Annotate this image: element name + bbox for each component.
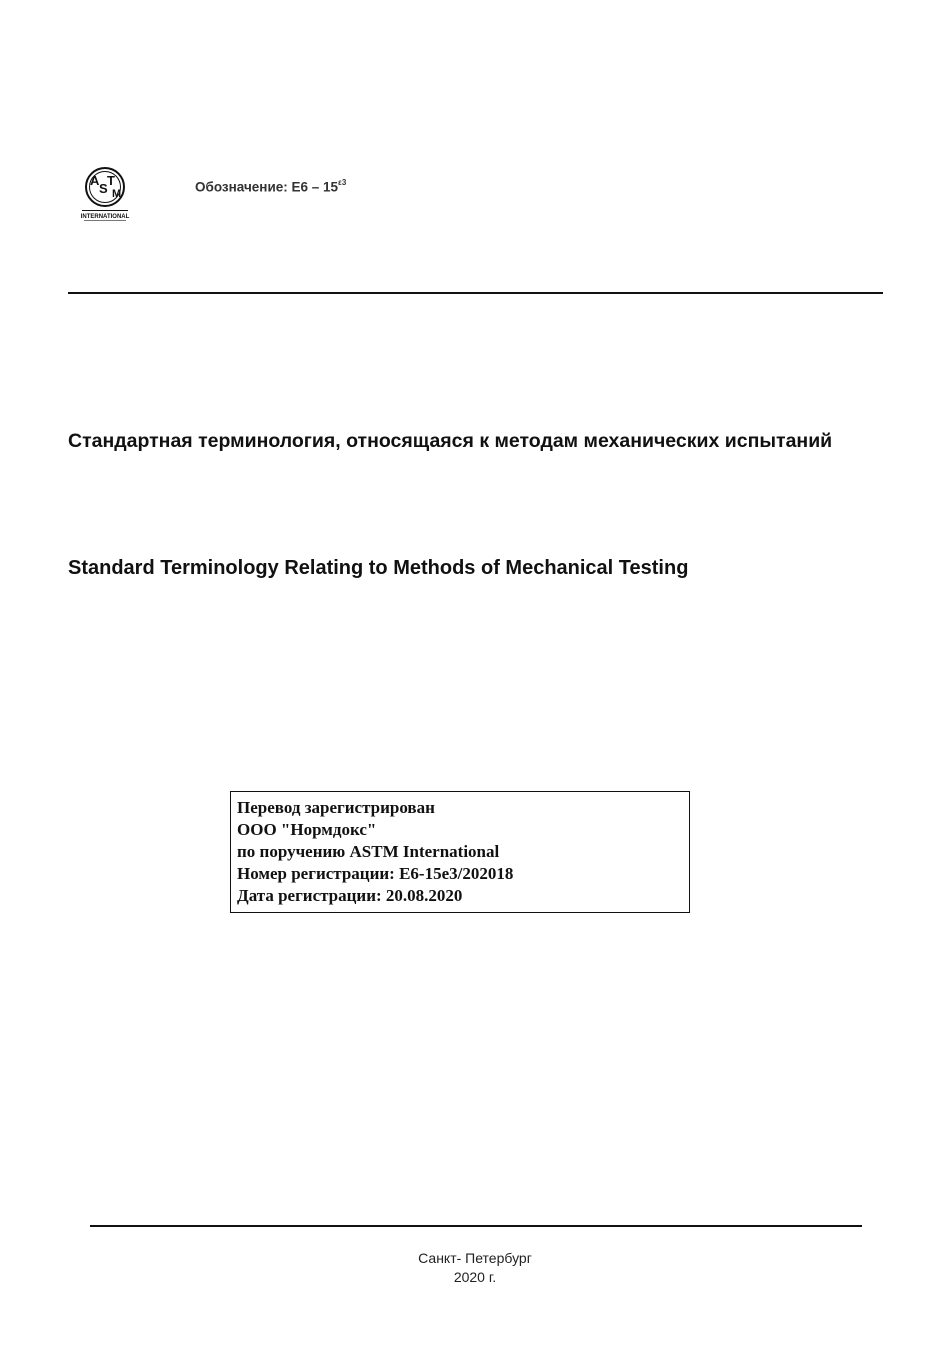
- registration-line: по поручению ASTM International: [237, 842, 500, 861]
- designation: [195, 179, 346, 195]
- svg-text:INTERNATIONAL: INTERNATIONAL: [80, 214, 130, 220]
- top-divider: [68, 292, 883, 294]
- svg-text:T: T: [107, 173, 115, 188]
- svg-text:A: A: [90, 173, 100, 188]
- designation-label: Обозначение: E6 – 15: [195, 179, 339, 195]
- footer-city: Санкт- Петербург: [418, 1250, 532, 1266]
- title-russian: Стандартная терминология, относящаяся к методам механических испытаний: [68, 430, 833, 452]
- designation-superscript: ε3: [338, 178, 347, 187]
- bottom-divider: [90, 1225, 862, 1227]
- astm-logo-icon: [78, 163, 132, 223]
- svg-text:M: M: [112, 188, 122, 200]
- registration-box: [230, 791, 690, 913]
- registration-line: Номер регистрации: E6-15e3/202018: [237, 864, 514, 883]
- footer-year: 2020 г.: [453, 1269, 497, 1285]
- svg-text:S: S: [99, 181, 108, 196]
- footer: [0, 1249, 950, 1287]
- registration-line: Дата регистрации: 20.08.2020: [237, 886, 463, 905]
- title-english: Standard Terminology Relating to Methods of Mechanical Testing: [68, 557, 689, 579]
- registration-line: ООО "Нормдокс": [237, 820, 377, 839]
- registration-line: Перевод зарегистрирован: [237, 798, 435, 817]
